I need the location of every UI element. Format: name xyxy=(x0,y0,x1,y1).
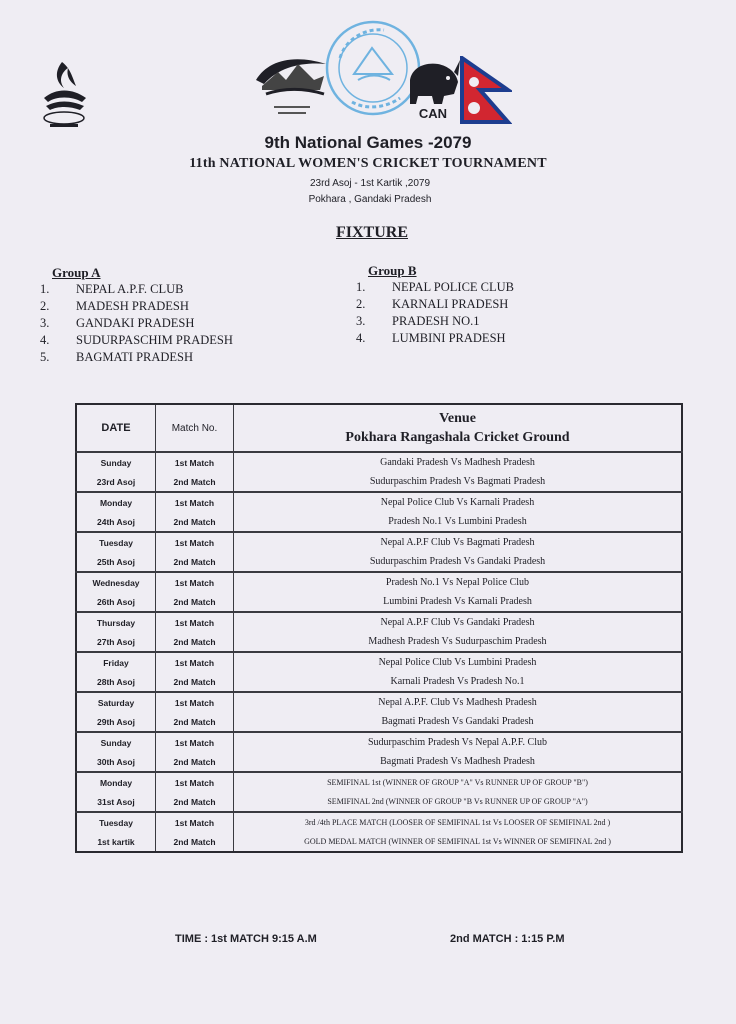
day-cell: Monday xyxy=(76,492,156,512)
match-number-cell: 1st Match xyxy=(156,572,234,592)
column-header-date: DATE xyxy=(76,404,156,452)
match-cell: SEMIFINAL 1st (WINNER OF GROUP "A" Vs RUNNER UP OF GROUP "B") xyxy=(234,772,683,792)
match-cell: 3rd /4th PLACE MATCH (LOOSER OF SEMIFINAL 1st Vs LOOSER OF SEMIFINAL 2nd ) xyxy=(234,812,683,832)
column-header-match: Match No. xyxy=(156,404,234,452)
list-item xyxy=(40,332,233,349)
team-number: 4. xyxy=(356,331,366,345)
can-logo-text: CAN xyxy=(418,106,448,121)
match-cell: Bagmati Pradesh Vs Gandaki Pradesh xyxy=(234,712,683,732)
table-row xyxy=(76,612,682,632)
match-cell: Sudurpaschim Pradesh Vs Nepal A.P.F. Club xyxy=(234,732,683,752)
day-cell: Saturday xyxy=(76,692,156,712)
match-number-cell: 1st Match xyxy=(156,492,234,512)
match-cell: GOLD MEDAL MATCH (WINNER OF SEMIFINAL 1st Vs WINNER OF SEMIFINAL 2nd ) xyxy=(234,832,683,852)
day-cell: Tuesday xyxy=(76,532,156,552)
match-cell: Nepal A.P.F Club Vs Gandaki Pradesh xyxy=(234,612,683,632)
team-name: MADESH PRADESH xyxy=(76,299,189,313)
table-row xyxy=(76,752,682,772)
group-a xyxy=(40,264,233,366)
list-item xyxy=(356,279,514,296)
table-row xyxy=(76,812,682,832)
date-cell: 31st Asoj xyxy=(76,792,156,812)
match-cell: Gandaki Pradesh Vs Madhesh Pradesh xyxy=(234,452,683,472)
column-header-venue xyxy=(234,404,683,452)
match-number-cell: 2nd Match xyxy=(156,552,234,572)
table-row xyxy=(76,772,682,792)
date-cell: 29th Asoj xyxy=(76,712,156,732)
table-row xyxy=(76,672,682,692)
team-name: PRADESH NO.1 xyxy=(392,314,480,328)
group-b xyxy=(356,262,514,347)
match-cell: Sudurpaschim Pradesh Vs Gandaki Pradesh xyxy=(234,552,683,572)
match-number-cell: 2nd Match xyxy=(156,792,234,812)
table-row xyxy=(76,652,682,672)
match-cell: Madhesh Pradesh Vs Sudurpaschim Pradesh xyxy=(234,632,683,652)
team-name: BAGMATI PRADESH xyxy=(76,350,194,364)
date-cell: 1st kartik xyxy=(76,832,156,852)
match-number-cell: 2nd Match xyxy=(156,712,234,732)
match-number-cell: 2nd Match xyxy=(156,672,234,692)
day-cell: Sunday xyxy=(76,732,156,752)
match-number-cell: 1st Match xyxy=(156,732,234,752)
match-number-cell: 2nd Match xyxy=(156,472,234,492)
table-row xyxy=(76,472,682,492)
first-match-time: TIME : 1st MATCH 9:15 A.M xyxy=(175,933,317,945)
match-cell: Bagmati Pradesh Vs Madhesh Pradesh xyxy=(234,752,683,772)
national-sports-council-logo xyxy=(36,58,92,132)
table-row xyxy=(76,692,682,712)
venue-label: Venue xyxy=(439,411,476,426)
table-row xyxy=(76,572,682,592)
match-cell: Pradesh No.1 Vs Lumbini Pradesh xyxy=(234,512,683,532)
team-name: NEPAL POLICE CLUB xyxy=(392,280,515,294)
match-cell: SEMIFINAL 2nd (WINNER OF GROUP "B Vs RUNNER UP OF GROUP "A") xyxy=(234,792,683,812)
team-name: NEPAL A.P.F. CLUB xyxy=(76,282,184,296)
match-cell: Pradesh No.1 Vs Nepal Police Club xyxy=(234,572,683,592)
list-item xyxy=(40,315,233,332)
date-cell: 26th Asoj xyxy=(76,592,156,612)
team-name: LUMBINI PRADESH xyxy=(392,331,506,345)
date-cell: 25th Asoj xyxy=(76,552,156,572)
table-row xyxy=(76,832,682,852)
games-title: 9th National Games -2079 xyxy=(264,133,472,152)
group-a-title: Group A xyxy=(52,265,101,280)
day-cell: Sunday xyxy=(76,452,156,472)
second-match-time: 2nd MATCH : 1:15 P.M xyxy=(450,933,565,945)
table-row xyxy=(76,632,682,652)
group-b-list xyxy=(356,279,514,347)
team-number: 3. xyxy=(40,316,50,330)
table-row xyxy=(76,592,682,612)
match-number-cell: 2nd Match xyxy=(156,512,234,532)
list-item xyxy=(356,330,514,347)
day-cell: Monday xyxy=(76,772,156,792)
list-item xyxy=(40,298,233,315)
match-number-cell: 1st Match xyxy=(156,812,234,832)
date-cell: 24th Asoj xyxy=(76,512,156,532)
team-number: 5. xyxy=(40,350,50,364)
date-cell: 28th Asoj xyxy=(76,672,156,692)
match-cell: Nepal A.P.F. Club Vs Madhesh Pradesh xyxy=(234,692,683,712)
date-cell: 23rd Asoj xyxy=(76,472,156,492)
team-name: KARNALI PRADESH xyxy=(392,297,509,311)
team-number: 4. xyxy=(40,333,50,347)
team-number: 2. xyxy=(356,297,366,311)
match-number-cell: 1st Match xyxy=(156,692,234,712)
tournament-place: Pokhara , Gandaki Pradesh xyxy=(308,194,432,205)
match-cell: Nepal A.P.F Club Vs Bagmati Pradesh xyxy=(234,532,683,552)
team-name: SUDURPASCHIM PRADESH xyxy=(76,333,233,347)
table-row xyxy=(76,532,682,552)
nepal-flag-icon xyxy=(458,56,512,126)
list-item xyxy=(40,349,233,366)
day-cell: Wednesday xyxy=(76,572,156,592)
match-cell: Nepal Police Club Vs Lumbini Pradesh xyxy=(234,652,683,672)
day-cell: Thursday xyxy=(76,612,156,632)
date-cell: 30th Asoj xyxy=(76,752,156,772)
match-number-cell: 1st Match xyxy=(156,652,234,672)
match-number-cell: 1st Match xyxy=(156,532,234,552)
fixture-heading: FIXTURE xyxy=(335,224,408,241)
match-cell: Nepal Police Club Vs Karnali Pradesh xyxy=(234,492,683,512)
table-row xyxy=(76,492,682,512)
list-item xyxy=(356,296,514,313)
match-number-cell: 2nd Match xyxy=(156,832,234,852)
table-row xyxy=(76,512,682,532)
team-number: 1. xyxy=(40,282,50,296)
match-number-cell: 1st Match xyxy=(156,772,234,792)
group-b-title: Group B xyxy=(368,263,417,278)
can-rhino-logo xyxy=(404,50,462,122)
match-cell: Karnali Pradesh Vs Pradesh No.1 xyxy=(234,672,683,692)
tournament-dates: 23rd Asoj - 1st Kartik ,2079 xyxy=(309,178,431,189)
match-number-cell: 1st Match xyxy=(156,452,234,472)
match-number-cell: 2nd Match xyxy=(156,592,234,612)
table-row xyxy=(76,552,682,572)
table-row xyxy=(76,712,682,732)
team-number: 3. xyxy=(356,314,366,328)
match-number-cell: 1st Match xyxy=(156,612,234,632)
fixture-table xyxy=(75,403,683,853)
list-item xyxy=(40,281,233,298)
national-games-logo xyxy=(254,50,330,128)
venue-name: Pokhara Rangashala Cricket Ground xyxy=(345,430,570,445)
table-row xyxy=(76,452,682,472)
date-cell: 27th Asoj xyxy=(76,632,156,652)
match-number-cell: 2nd Match xyxy=(156,632,234,652)
match-cell: Lumbini Pradesh Vs Karnali Pradesh xyxy=(234,592,683,612)
team-name: GANDAKI PRADESH xyxy=(76,316,195,330)
tournament-title: 11th NATIONAL WOMEN'S CRICKET TOURNAMENT xyxy=(189,156,547,171)
team-number: 1. xyxy=(356,280,366,294)
day-cell: Tuesday xyxy=(76,812,156,832)
table-row xyxy=(76,792,682,812)
fixture-body xyxy=(76,452,682,852)
match-cell: Sudurpaschim Pradesh Vs Bagmati Pradesh xyxy=(234,472,683,492)
match-number-cell: 2nd Match xyxy=(156,752,234,772)
group-a-list xyxy=(40,281,233,366)
list-item xyxy=(356,313,514,330)
day-cell: Friday xyxy=(76,652,156,672)
table-header-row xyxy=(76,404,682,452)
team-number: 2. xyxy=(40,299,50,313)
table-row xyxy=(76,732,682,752)
